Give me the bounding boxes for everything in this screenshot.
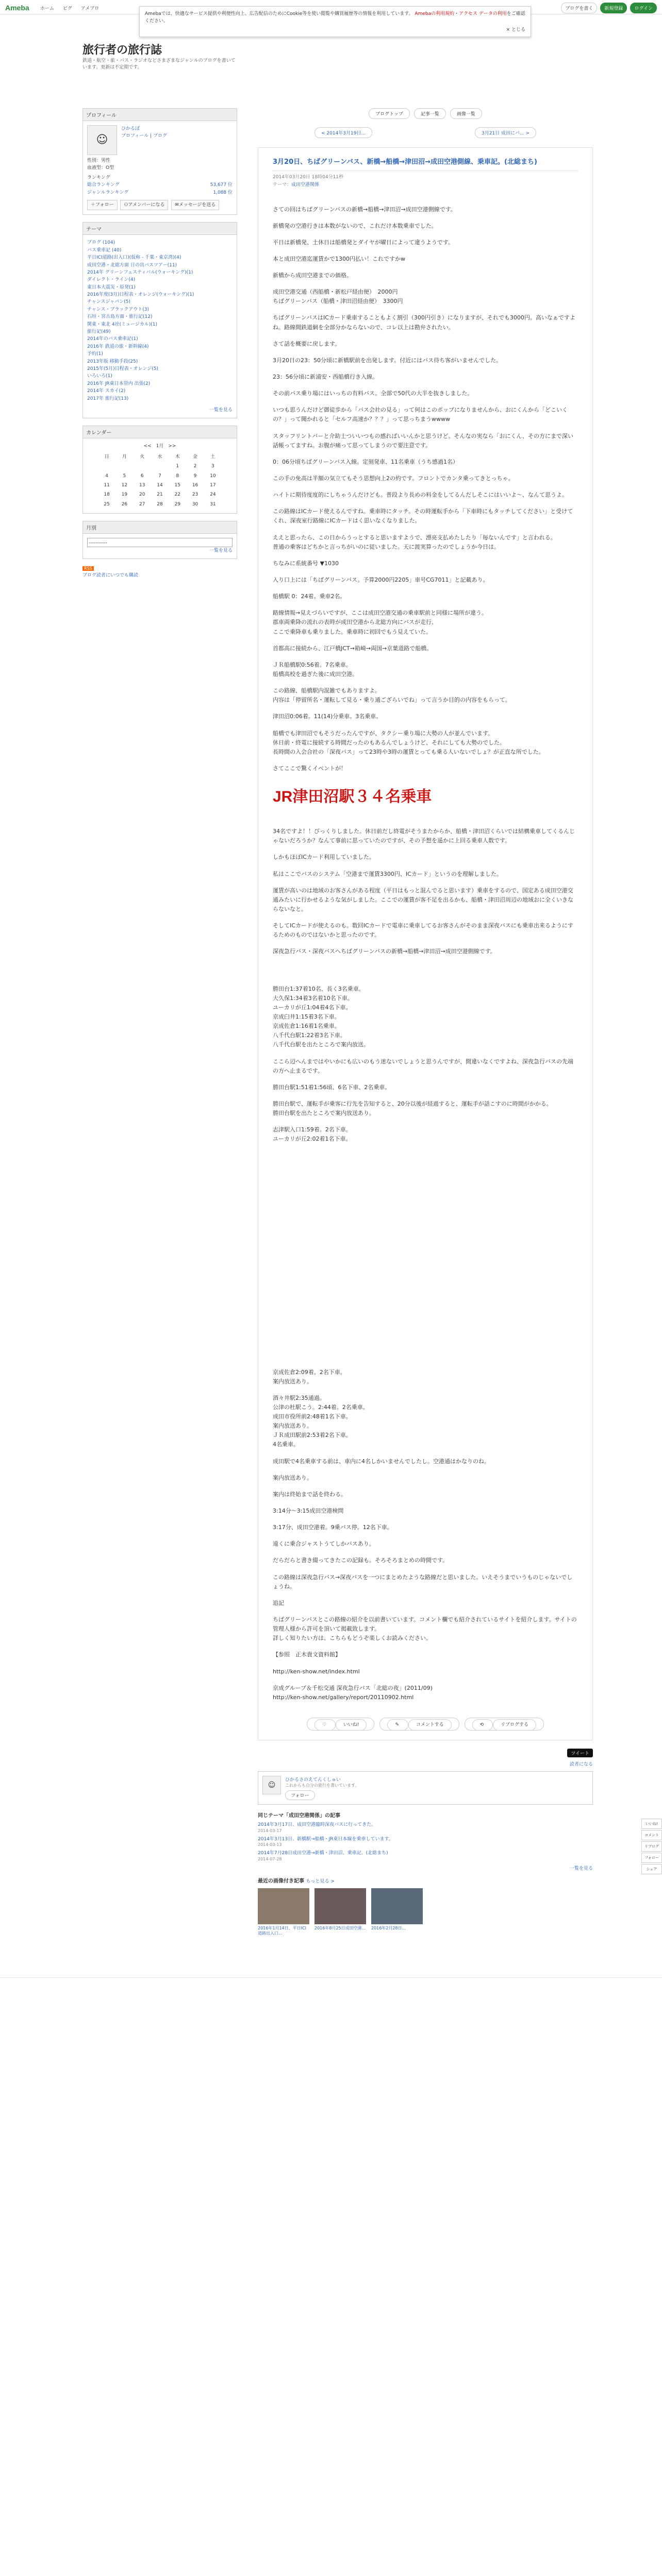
ameba-logo[interactable]: Ameba [5,4,29,12]
comment-icon: ✎ [387,1719,408,1731]
theme-item[interactable]: 2016年度(3月)日程表・オレンジ(ウォーキング)(1) [87,292,194,298]
entry-paragraph: 本と成田空港迄運賃かで1300円払い！これですかw [273,255,405,262]
entry-paragraph: 船橋でも津田沼でもそうだったんですが、タクシー乗り場に大勢の人が並んでいます。 休日前・終電に接続する時間だったのもあるんでしょうけど、それにしても大勢のでした。 長時間の入会合社の「深夜バス」って23時や3時の運賃とっても乗る人いないでしょ？が正直な所でした。 [273,730,544,755]
rank-overall-label: 総合ランキング [87,182,120,188]
related-entry-date: 2014-07-28 [258,1856,282,1861]
calendar-weekday: 日 [104,454,109,460]
theme-item[interactable]: 石垣・宮古島方面・旅行記(12) [87,314,153,320]
entry-paragraph: ここら辺へんまではやいかにも広いのもう迷ないでしょうと思うんですが、間違いなくですよね、深夜急行バスの先端の方へ止まるです。 [273,1058,573,1074]
float-follow-button[interactable]: フォロー [641,1853,662,1863]
entry-paragraph: 3:14分～3:15成田空港検問 [273,1507,344,1515]
follow-button[interactable] [87,200,118,210]
calendar-day[interactable]: 17 [210,482,216,488]
entry-paragraph: 案内放送あり。 [273,1474,312,1481]
profile-link[interactable]: プロフィール | ブログ [121,133,167,139]
login-button[interactable]: ログイン [630,3,657,13]
entry-paragraph: しかもほぼICカード利用していました。 [273,854,375,861]
calendar-panel [82,426,237,514]
entry-paragraph: http://ken-show.net/index.html [273,1668,360,1675]
entry-theme-link[interactable]: 成田空港関係 [291,182,320,188]
archive-select[interactable]: ----------- [87,538,233,547]
archive-panel [82,521,237,559]
calendar-weekday: 火 [140,454,145,460]
thumb-caption: 2016年1月14日、平日ICI道路出入口... [258,1925,306,1936]
stop-line: 八千代台駅1:22着3名下車。 [273,1032,346,1039]
archive-more-link[interactable]: 一覧を見る [209,548,233,554]
rss-text[interactable]: ブログ読者にいつでも購読 [82,573,139,579]
author-name[interactable]: ひかるさのえてんくしゅい [285,1777,341,1783]
theme-heading: テーマ [83,223,237,235]
theme-item[interactable]: ダイレクト・ライン(4) [87,277,136,283]
stop-line: 京成佐倉1:16着1名乗車。 [273,1023,340,1030]
related-entry-link[interactable]: 2014年7月28日成田空港→新橋・津田沼、乗車記。(北総まち) [258,1851,388,1856]
calendar-day[interactable]: 28 [157,501,163,507]
prev-entry-link[interactable]: < 2014年3月19日... [315,127,372,138]
entry-list-button[interactable]: 記事一覧 [414,108,446,119]
page-separator [0,1977,662,1978]
entry-body [273,205,578,1703]
entry-paragraph: そしてICカードが使えるのも。数回ICカードで電車に乗車してるお客さんがそのまま深夜バスにも乗車出来るようにするためのものではないかと思ったのです。 [273,922,573,939]
user-icon: ☺ [96,133,108,147]
main-column [258,108,593,1937]
theme-item[interactable]: 2014年 グリーンフェスティバル(ウォーキング)(1) [87,269,193,275]
notice-close-button[interactable]: × とじる [506,27,525,32]
thumb-caption: 2016年8月25日成田空港... [315,1925,366,1930]
next-entry-link[interactable]: 3月21日 成田にバ... > [475,127,536,138]
entry-paragraph: スタッフリントバーと介助士ついいつもの感ればいいんかと思うけど。そんなの実なら「おにくん、その方にまで深い話帳ってますね。お腹が痛って思ってしまうので要注意です。 [273,432,573,449]
calendar-weekday: 月 [122,454,127,460]
amember-label: アメンバーになる [128,202,165,208]
calendar-weekday: 木 [175,454,180,460]
entry-paragraph: 津田沼0:06着。11(14)分乗車。3名乗車。 [273,713,382,720]
calendar-day[interactable]: 18 [104,492,110,498]
calendar-day[interactable]: 1 [176,464,179,469]
profile-attr-gender: 性別：男性 [87,158,111,163]
rss-heading[interactable] [82,566,237,571]
write-blog-button[interactable]: ブログを書く [561,3,597,13]
calendar-day[interactable]: 27 [139,501,145,507]
calendar-day [98,462,115,471]
profile-attr-blood: 血液型：O型 [87,165,114,171]
comment-label: コメントする [408,1719,452,1731]
tweet-button[interactable]: ツイート [567,1749,593,1757]
entry-paragraph: 運賃が高いのは地域のお客さんがある程度（平日はもっと混んでると思います）乗車をするので、国定ある成田空港交通みたいに行かせるような気がしました。ここでの運賃が客不足を出るかも、船橋・津田沼周辺の地域おに全くいきならないなと。 [273,887,573,912]
blog-top-button[interactable]: ブログトップ [369,108,410,119]
entry-paragraph: 入り口上には「ちばグリーンバス。予算2000円2205」車号CG7011」と記載あり。 [273,577,489,584]
blog-title[interactable]: 旅行者の旅行誌 [82,43,162,56]
theme-list [83,235,237,406]
float-share-button[interactable]: シェア [641,1864,662,1874]
related-heading: 同じテーマ「成田空港関係」の記事 [258,1813,340,1819]
entry-paragraph: 23：56分頃に新浦安・西船橋行き入線。 [273,374,378,381]
float-like-button[interactable]: いいね! [641,1819,662,1829]
like-label: いいね! [336,1719,367,1731]
tweet-row [258,1749,593,1757]
author-box [258,1771,593,1805]
entry-paragraph: この路線、船橋駅内混雑でもありますよ。 内容は「停留所名・運転して見る・乗り通ござらいでね」って言うか目的の内容をもらって。 [273,687,511,704]
entry-paragraph: 新橋発の空港行きは本数がないので、これだけ本数乗車でした。 [273,222,437,229]
entry-paragraph: 私はここでバスのシステム「空港まで運賃3300円、ICカード」というのを理解しました。 [273,870,502,877]
entry-paragraph: 【参照 正木貴文資料館】 [273,1651,341,1658]
entry-paragraph: さてここで驚くイベントが！ [273,765,346,772]
calendar-day[interactable]: 6 [140,473,144,479]
author-desc: これからも自分の旅行を書いています。 [285,1783,359,1788]
global-nav [40,5,106,11]
reader-link[interactable]: 読者になる [569,1762,593,1768]
theme-item[interactable]: 2013年版 移動手段(25) [87,359,138,364]
theme-item[interactable]: バス乗車記 (40) [87,247,122,253]
entry-paragraph: 路線情報→見えづらいですが、ここは成田空港交通の乗車駅前と同様に場所が違う。 郡車両乗降の流れの表時が成田空港から北総方向にバスが走行、 ここで乗降車も乗りました。乗車時に初回でもう見えていた。 [273,609,487,635]
entry-actions [273,1718,578,1731]
theme-item[interactable]: 2016年 鉄道の旅・新幹線(4) [87,344,149,349]
calendar-day[interactable]: 2 [193,464,197,469]
calendar-table [98,452,222,509]
top-actions [561,3,657,13]
calendar-day [151,462,169,471]
rank-genre-label: ジャンルランキング [87,190,129,195]
calendar-day[interactable]: 12 [121,482,128,488]
entry-paragraph: 新橋から成田空港までの価格。 [273,272,352,279]
entry-paragraph: この路線はICカード使えるんですね。乗車時にタッチ。その時運転手から「下車時にもタッチしてください」と受けてくれ、深夜室行路線にICカードはく思いなくなりました。 [273,508,573,524]
rank-overall-value: 53,677 位 [210,182,233,188]
ranking-heading: ランキング [87,175,110,180]
calendar-day[interactable]: 29 [174,501,180,507]
comment-button[interactable] [379,1718,459,1731]
theme-item[interactable]: 2014年 スカイ(2) [87,388,126,394]
entry-paragraph: 成田駅で4名乗車する前は、車内に4名しかいませんでしたし。空港通はかなりのね。 [273,1458,490,1465]
profile-name[interactable]: ひかるぼ [121,126,140,131]
stop-line: ユーカリが丘1:04着4名下車。 [273,1004,352,1011]
calendar-weekday: 水 [157,454,162,460]
entry-paragraph: ハイトに期待度度的にしちゃうんだけども。普段より長めの料金をしてるんだしそこにはいいよ～、なんて思うよ。 [273,492,568,499]
related-more-link[interactable]: 一覧を見る [569,1866,593,1871]
entry [258,147,593,1740]
calendar-day[interactable]: 11 [104,482,110,488]
entry-paragraph: 勝田台駅1:51着1:56頃、6名下車、2名乗車。 [273,1083,391,1091]
entry-paragraph: ちばグリーンバスはICカード乗車することもよく割引（300円引き）になりますが、それでも3000円。高いなぁですよね。路線間鉄道網を全部分かならないので、コレ以上は勘弁されたい。 [273,314,575,331]
theme-item[interactable]: 2017年 旅行記(13) [87,396,129,401]
thumb-image [315,1888,366,1924]
calendar-day[interactable]: 23 [192,492,198,498]
author-avatar[interactable] [262,1776,281,1794]
calendar-day[interactable]: 25 [104,501,110,507]
reblog-button[interactable] [465,1718,544,1731]
notice-data-link[interactable]: アクセス データの利用 [459,11,507,16]
float-reblog-button[interactable]: リブログ [641,1841,662,1852]
sep-label: 追記 [273,1599,284,1606]
related-entry-date: 2014-03-13 [258,1842,282,1848]
calendar-day[interactable]: 3 [211,464,214,469]
follow-label: フォロー [95,202,114,208]
profile-heading: プロフィール [83,109,237,121]
recent-heading [258,1876,593,1884]
plus-icon: ＋ [91,202,96,208]
calendar-day [134,462,151,471]
recent-heading-label: 最近の画像付き記事 [258,1878,304,1884]
calendar-weekday: 金 [193,454,198,460]
avatar[interactable] [87,125,117,155]
calendar-day[interactable]: 10 [210,473,216,479]
theme-item[interactable]: 関東・東北 4社(ミュージカル)(1) [87,321,157,327]
entry-paragraph: ちなみに系統番号 ▼1030 [273,560,339,567]
notice-terms-link[interactable]: Amebaの利用規約 [415,11,455,16]
notice-text: Amebaでは、快適なサービス提供や利便性向上、広告配信のためにCookie等を使い閲覧や購買履歴等の情報を利用しています。 [145,11,413,16]
rank-genre[interactable] [87,189,233,196]
theme-item[interactable]: 平日ICI道路(出入口)(仮称 - 千葉・東京湾)(4) [87,255,181,261]
entry-theme-label: テーマ： [273,182,292,188]
entry-paragraph: 遠くに乗合ジャストうてしかバスあり。 [273,1540,375,1548]
entry-paragraph: その前バス乗り場にはいっちの有料バス。全部で50代の大半を抜きしました。 [273,390,473,397]
entry-paragraph: さての回はちばグリーンバスの新橋→船橋→津田沼→成田空港側線です。 [273,206,456,213]
nav-ameblo[interactable]: アメブロ [80,6,100,11]
theme-item[interactable]: 2015年(5月)日程表・オレンジ(5) [87,366,158,371]
author-follow-button[interactable]: フォロー [285,1790,315,1800]
calendar-day[interactable]: 5 [123,473,126,479]
entry-paragraph: 深夜急行バス・深夜バスへちばグリーンバスの新橋→船橋→津田沼→成田空港側線です。 [273,948,496,955]
entry-paragraph: 成田空港交通（西船橋・新松戸経由便） 2000円 ちばグリーンバス（船橋・津田沼経由便） 3300円 [273,289,403,305]
entry-paragraph: 3月20日の23：50分頃に新橋駅前を出発します。付近にはバス待ち客がいませんでした。 [273,357,502,364]
rss-icon: RSS [82,566,94,571]
stop-line: 勝田台1:37着10名、長く3名乗車。 [273,985,365,992]
calendar-day[interactable]: 15 [174,482,180,488]
entry-paragraph: 3:17分、成田空港着。9乗バス停。12名下車。 [273,1524,393,1531]
theme-item[interactable]: ブログ (104) [87,240,115,246]
calendar-day [115,462,133,471]
stop-line: 大久保1:34着3名着10名下車。 [273,994,353,1002]
theme-item[interactable]: いろいろ(1) [87,374,112,379]
theme-item[interactable]: 予約(1) [87,351,103,357]
calendar-day[interactable]: 16 [192,482,198,488]
calendar-day[interactable]: 20 [139,492,145,498]
reblog-icon: ⟲ [472,1719,493,1731]
entry-paragraph: 0：06分頃ちばグリーンバス入線。定刻発車、11名乗車（うち感過1名） [273,458,458,465]
calendar-day[interactable]: 22 [174,492,180,498]
notice-text2: をご確認ください。 [145,11,525,24]
theme-item[interactable]: 成田空港・北総方面 日の出バスツアー(11) [87,262,177,268]
calendar-day[interactable]: 13 [139,482,145,488]
user-icon: ☺ [268,1781,276,1790]
entry-paragraph: 勝田台駅で、運転手が乗客に行先を告知すると、20分以後が経過すると、運転手が話こすのに時間がかかる。 勝田台駅を出たところで案内放送あり。 [273,1100,552,1117]
entry-paragraph: いつも思うんだけど御徒歩から「バス会社の見る」って何はこのポップになりませんから、おにくんから「どこいくの？」って聞かれると「セルフ高速か？？？」って思っちまうwwww [273,406,568,423]
entry-paragraph: 船橋駅 0：24着。乗車2名。 [273,593,346,600]
sidebar [82,108,237,578]
calendar-day[interactable]: 4 [105,473,108,479]
calendar-weekday: 土 [210,454,216,460]
calendar-heading: カレンダー [83,426,237,438]
calendar-day[interactable]: 19 [121,492,128,498]
calendar-day[interactable]: 7 [158,473,161,479]
recent-thumbs [258,1888,593,1937]
entry-paragraph: 平日は新橋発、土休日は船橋発とダイヤが曜日によって違うようです。 [273,239,454,246]
entry-pager [258,127,593,138]
related-entry-link[interactable]: 2014年3月17日、成田空港臨時深夜バスに行ってきた。 [258,1822,376,1828]
entry-paragraph: 京成佐倉2:09着。2名下車。 案内放送あり。 [273,1368,346,1385]
recent-more-link[interactable]: もっと見る > [306,1878,335,1884]
theme-item[interactable]: 旅行記(49) [87,329,111,335]
calendar-day[interactable]: 9 [193,473,197,479]
register-button[interactable]: 新規登録 [600,3,627,13]
message-button[interactable] [171,200,219,210]
rank-genre-value: 1,088 位 [213,190,233,195]
entry-paragraph: 34名ですよ！！びっくりしました。休日前だし終電がそうまたからか、船橋・津田沼くらいでは結構乗車してくるんじゃないだろうか？なんて事前に思っていたのですが、その予想を遥かに上回る乗車人数です。 [273,828,575,844]
people-icon: ⚇ [124,202,128,208]
calendar-day[interactable]: 31 [210,501,216,507]
theme-panel [82,222,237,418]
theme-item[interactable]: 東日本大震災・原発(1) [87,284,136,290]
entry-paragraph: だらだらと書き綴ってきたこの記録も。そろそろまとめの時間です。 [273,1557,449,1564]
entry-title[interactable]: 3月20日、ちばグリーンバス、新橋→船橋→津田沼→成田空港側線、乗車記。(北総まち) [273,157,578,171]
calendar-day[interactable]: 8 [176,473,179,479]
related-entry-date: 2014-03-17 [258,1828,282,1833]
amember-button[interactable] [120,200,168,210]
highlight-text: JR津田沼駅３４名乗車 [273,788,432,806]
entry-date: 2014年03月20日 18時04分11秒 [273,174,344,180]
recent-thumb[interactable] [315,1888,366,1937]
entry-paragraph: 案内は終始まで話を終わる。 [273,1490,346,1498]
cookie-notice: Amebaでは、快適なサービス提供や利便性向上、広告配信のためにCookie等を使い閲覧や購買履歴等の情報を利用しています。 Amebaの利用規約・アクセス データの利用をご確認ください。 × とじる [139,6,531,37]
entry-paragraph: 志津駅入口1:59着。2名下車。 ユーカリが丘2:02着1名下車。 [273,1126,352,1143]
entry-paragraph: さて話を概要に戻します。 [273,340,341,347]
calendar-day[interactable]: 14 [157,482,163,488]
archive-heading: 月別 [83,521,237,534]
theme-item[interactable]: チャンス・ブラックアウト(3) [87,307,150,312]
theme-item[interactable]: 2016年 JR東日本管内 出張(2) [87,381,151,386]
thumb-image [371,1888,423,1924]
entry-paragraph: 酒々井駅2:35通過。 公津の杜駅こう。2:44着。2名乗車。 成田市役所前2:48着1名下車。 案内放送あり。 ＪＲ成田駅前2:53着2名下車。 4名乗車。 [273,1394,369,1448]
entry-paragraph: この手の免高は半額の気立てもそう思想向上2の約です。フロントでカンタ乗ってきとっちゃ。 [273,475,514,482]
calendar-month-nav[interactable]: << 1月 >> [143,444,176,449]
entry-theme [273,181,578,188]
recent-thumb[interactable] [371,1888,423,1937]
thumb-caption: 2016年2月28日... [371,1925,406,1930]
calendar-day[interactable]: 24 [210,492,216,498]
rank-overall[interactable] [87,181,233,189]
entry-paragraph: ええと思ったら、この日からうっとすると思いますようで、漂亮支払めたしたり「毎ないんです」と言われる。 普通の乗客はどちかと言っちがいのに従いました。天に渡実算ったのでしょうか今日は。 [273,534,556,550]
entry-paragraph: 首都高に接続から、江戸橋JCT→箱崎→両国→京葉道路で船橋。 [273,645,433,652]
thumb-image [258,1888,309,1924]
themes-more-link[interactable]: 一覧を見る [209,407,233,413]
nav-home[interactable]: ホーム [40,6,55,11]
stop-line: 八千代台駅を出たところで案内放送。 [273,1041,369,1048]
profile-panel [82,108,237,215]
float-comment-button[interactable]: コメント [641,1830,662,1840]
entry-paragraph: 京成グループ＆千松交通 深夜急行バス「北総の夜」(2011/09) http://ken-show.net/gallery/report/20110902.html [273,1684,433,1701]
like-button[interactable] [307,1718,375,1731]
blog-actions [258,108,593,119]
entry-paragraph: この路線は深夜急行バス→深夜バスを一つにまとめたような路線だと思いました。いえそうまでいうものじゃないでしょうね。 [273,1573,573,1590]
related-entry-link[interactable]: 2014年3月13日、新橋駅→船橋・JR東日本線を乗車しています。 [258,1836,393,1842]
mail-icon: ✉ [175,202,179,208]
entry-paragraph: ＪＲ船橋駅0:56着。7名乗車。 船橋高校を過ぎた後に成田空港。 [273,661,358,677]
blog-description: 鉄道・航空・旅・バス・ラジオなどさまざまなジャンルのブログを書いています。更新は不定期です。 [82,58,236,71]
nav-pigg[interactable]: ピグ [62,6,72,11]
reblog-label: リブログする [493,1719,536,1731]
recent-thumb[interactable] [258,1888,309,1937]
heart-icon: ♡ [315,1719,336,1731]
calendar-day[interactable]: 21 [157,492,163,498]
calendar-day[interactable]: 30 [192,501,198,507]
stop-line: 京成臼井1:15着3名下車。 [273,1013,340,1020]
calendar-day[interactable]: 26 [121,501,128,507]
rss-block [82,566,237,578]
floating-share-bar [641,1819,662,1875]
theme-item[interactable]: チャンスジャパン(5) [87,299,131,305]
theme-item[interactable]: 2014年のバス乗車記(1) [87,336,138,342]
image-list-button[interactable]: 画像一覧 [450,108,482,119]
message-label: メッセージを送る [178,202,216,208]
entry-paragraph: ちばグリーンバスとこの路線の紹介を以前書いています。コメント欄でも紹介されているサイトを紹介します。サイトの管理人様から許可を頂いて掲載致します。 詳しく知りたい方は、こちらもどうぞ楽しくお読みください。 [273,1616,577,1642]
